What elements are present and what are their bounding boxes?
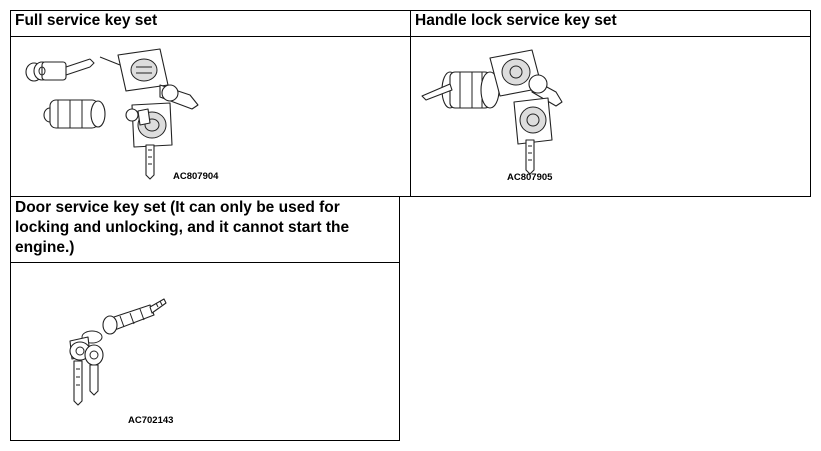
- table-border: [10, 262, 400, 263]
- figure-code: AC807904: [173, 171, 219, 182]
- figure-code: AC702143: [128, 415, 174, 426]
- cell-title-full-service-key-set: Full service key set: [15, 12, 158, 29]
- figure-code: AC807905: [507, 172, 553, 183]
- cell-title-door-service-key-set: Door service key set (It can only be used for locking and unlocking, and it cannot start the engine.): [15, 199, 350, 256]
- handle-lock-service-key-set-illustration: [420, 40, 580, 175]
- full-service-key-set-illustration: [20, 45, 220, 180]
- cell-title-handle-lock-service-key-set: Handle lock service key set: [415, 12, 617, 29]
- table-border: [399, 196, 400, 441]
- table-border: [410, 10, 411, 197]
- table-border: [810, 10, 811, 197]
- door-service-key-set-illustration: [50, 285, 190, 415]
- table-border: [10, 440, 400, 441]
